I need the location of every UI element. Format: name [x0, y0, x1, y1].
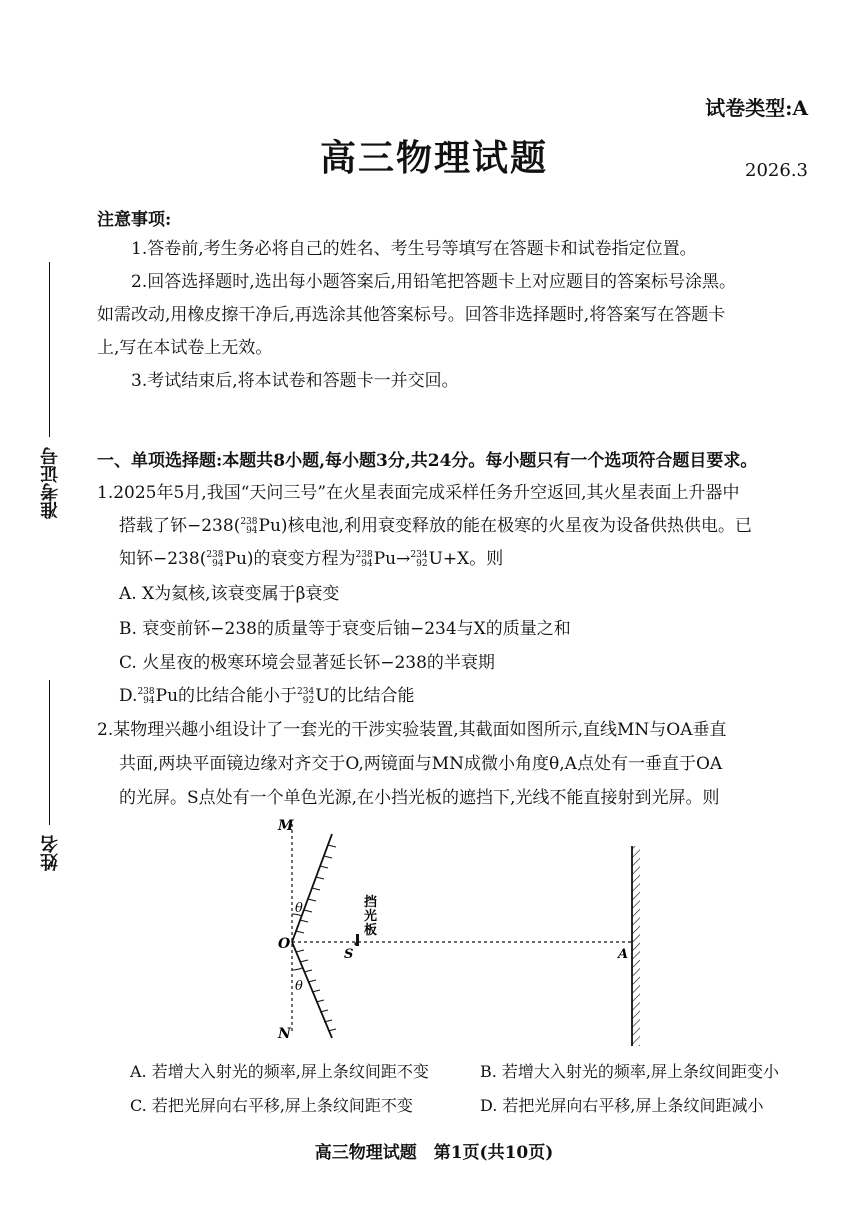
q1-option-c: C. 火星夜的极寒环境会显著延长钚−238的半衰期 — [119, 653, 495, 673]
q1-line-2 — [119, 514, 752, 538]
label-a: A — [618, 947, 629, 962]
source-point — [354, 942, 357, 945]
q1-line-2-b: Pu)核电池,利用衰变释放的能在极寒的火星夜为设备供热供电。已 — [258, 516, 752, 536]
page-title: 高三物理试题 — [319, 137, 548, 179]
baffle-label-3: 板 — [364, 923, 378, 938]
q2-option-a: A. 若增大入射光的频率,屏上条纹间距不变 — [130, 1062, 429, 1081]
notice-item-1: 1.答卷前,考生务必将自己的姓名、考生号等填写在答题卡和试卷指定位置。 — [131, 239, 697, 259]
u-isotope: 234 92 — [410, 549, 428, 569]
pu-isotope: 238 94 — [240, 516, 258, 536]
label-o: O — [278, 936, 291, 952]
label-theta-top: θ — [295, 901, 303, 916]
q2-line-3: 的光屏。S点处有一个单色光源,在小挡光板的遮挡下,光线不能直接射到光屏。则 — [119, 788, 720, 808]
screen-hatch — [632, 846, 640, 1046]
q1-option-a: A. X为氦核,该衰变属于β衰变 — [119, 584, 340, 604]
interference-diagram — [270, 812, 650, 1052]
name-label: 姓名 — [40, 835, 61, 871]
q1-line-3: 知钚−238( 238 94 Pu)的衰变方程为 238 94 Pu→ 234 92 U+X。则 — [119, 549, 504, 569]
q2-option-c: C. 若把光屏向右平移,屏上条纹间距不变 — [130, 1096, 413, 1115]
q1-option-b: B. 衰变前钚−238的质量等于衰变后铀−234与X的质量之和 — [119, 619, 571, 639]
notice-heading: 注意事项: — [97, 210, 172, 230]
notice-item-2-line-2: 如需改动,用橡皮擦干净后,再选涂其他答案标号。回答非选择题时,将答案写在答题卡 — [97, 305, 726, 325]
upper-mirror-hatch — [296, 845, 336, 933]
notice-item-2-line-1: 2.回答选择题时,选出每小题答案后,用铅笔把答题卡上对应题目的答案标号涂黑。 — [131, 272, 737, 292]
section-heading: 一、单项选择题:本题共8小题,每小题3分,共24分。每小题只有一个选项符合题目要求。 — [97, 451, 758, 471]
baffle-label-1: 挡 — [364, 895, 378, 910]
q2-line-1: 2.某物理兴趣小组设计了一套光的干涉实验装置,其截面如图所示,直线MN与OA垂直 — [97, 720, 727, 740]
exam-date: 2026.3 — [745, 160, 808, 181]
name-line — [49, 680, 50, 825]
u-isotope: 234 92 — [297, 686, 315, 706]
exam-id-label: 准考证号 — [40, 447, 61, 519]
q2-option-d: D. 若把光屏向右平移,屏上条纹间距减小 — [480, 1096, 764, 1115]
label-theta-bottom: θ — [295, 979, 303, 994]
q1-line-2-a: 搭载了钚−238( — [119, 516, 241, 536]
pu-isotope: 238 94 — [206, 549, 224, 569]
page-footer: 高三物理试题 第1页(共10页) — [314, 1143, 554, 1163]
baffle-label-2: 光 — [364, 909, 378, 924]
label-m: M — [278, 818, 294, 834]
label-n: N — [278, 1026, 291, 1042]
q2-line-2: 共面,两块平面镜边缘对齐交于O,两镜面与MN成微小角度θ,A点处有一垂直于OA — [119, 754, 723, 774]
label-s: S — [344, 947, 354, 962]
notice-item-2-line-3: 上,写在本试卷上无效。 — [97, 338, 273, 358]
pu-isotope: 238 94 — [137, 686, 155, 706]
exam-id-line — [49, 262, 50, 437]
paper-type: 试卷类型:A — [705, 96, 808, 120]
q1-option-d: D. 238 94 Pu的比结合能小于 234 92 U的比结合能 — [119, 686, 415, 706]
q2-option-b: B. 若增大入射光的频率,屏上条纹间距变小 — [480, 1062, 780, 1081]
q1-line-1: 1.2025年5月,我国“天问三号”在火星表面完成采样任务升空返回,其火星表面上升器中 — [97, 483, 740, 503]
notice-item-3: 3.考试结束后,将本试卷和答题卡一并交回。 — [131, 371, 459, 391]
pu-isotope: 238 94 — [355, 549, 373, 569]
theta-arc-bottom — [292, 968, 302, 970]
